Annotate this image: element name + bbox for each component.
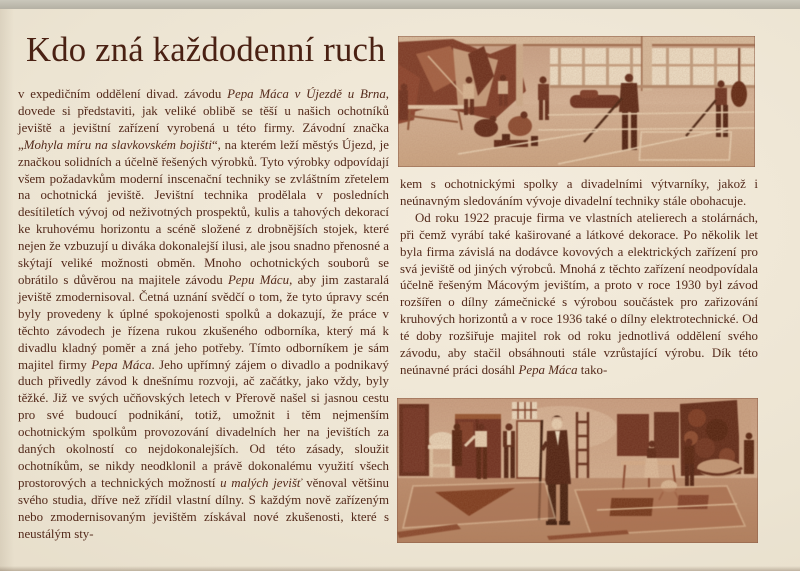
page-title: Kdo zná každodenní ruch bbox=[26, 30, 386, 69]
photo-workshop-hall bbox=[398, 36, 755, 167]
left-text-column bbox=[18, 86, 389, 542]
right-column-paragraph-2: Od roku 1922 pracuje firma ve vlastních atelierech a stolárnách, při čemž vyrábí také kaširované a látkové dekorace. Po několik let byla firma závislá na dodávce kovových a elektrických zařízení pro svá jeviště od jiných výrobců. Mnohá z těchto zařízení neodpovídala účelně řešeným Mácovým jevištím, a proto v roce 1930 byl závod rozšířen o dílny zámečnické s výrobou součástek pro zařizování kruhových horizontů a v roce 1936 také o dílny elektrotechnické. Od té doby rozšiřuje majitel rok od roku jednotlivá oddělení svého závodu, aby stačil obsáhnouti stále vzrůstající výrobu. Dík této neúnavné práci dosáhl Pepa Máca tako- bbox=[400, 210, 758, 377]
photo-painting-studio-illustration bbox=[397, 398, 758, 543]
right-text-column bbox=[400, 176, 758, 379]
photo-workshop-hall-illustration bbox=[398, 36, 755, 167]
left-column-paragraph: v expedičním oddělení divad. závodu Pepa Máca v Újezdě u Brna, dovede si představiti, jak veliké oblibě se těší u našich ochotníků jeviště a jevištní zařízení vyrobená u této firmy. Závodní značka „Mohyla míru na slavkovském bojišti“, na kterém leží městýs Újezd, je značkou solidních a účelně řešených výrobků. Tyto výrobky odpovídají všem požadavkům moderní inscenační techniky se zvláštním zřetelem na ochotnická jeviště. Jevištní technika prodělala v posledních desítiletích vývoj od neživotných prospektů, kulis a tahových dekorací ke kruhovému horizontu a scéně složené z drobnějších stojek, které nejen že vzbuzují u diváka dokonalejší ilusi, ale jsou snadno přenosné a skýtají veliké možnosti obměn. Mnoho ochotnických souborů se obrátilo s důvěrou na majitele závodu Pepu Mácu, aby jim zastaralá jeviště zmodernisoval. Četná uznání svědčí o tom, že tyto úpravy scén byly provedeny k úplné spokojenosti spolků a dokazují, že práce v těchto závodech je řízena rukou zkušeného odborníka, který má k divadlu kladný poměr a zná jeho potřeby. Tímto odborníkem je sám majitel firmy Pepa Máca. Jeho upřímný zájem o divadlo a podnikavý duch přivedly závod k dnešnímu rozvoji, ač začátky, jako vždy, byly těžké. Již ve svých učňovských letech v Přerově našel si jasnou cestu pro své budoucí podnikání, totiž, umožnit i těm nejmenším ochotnickým spolkům provozování divadelních her na jevištích za daných okolností co nejdokonalejších. Od této zásady, sloužit ochotníkům, se nikdy neodklonil a právě dokonalému využití všech prostorových a technických možností u malých jevišť věnoval většinu svého studia, dříve než zřídil vlastní dílny. S každým nově zařízeným nebo zmodernisovaným jevištěm získával nové zkušenosti, které s neustálým sty- bbox=[18, 87, 389, 541]
right-column-paragraph-1: kem s ochotnickými spolky a divadelními výtvarníky, jakož i neúnavným sledováním vývoje divadelní techniky stále obohacuje. bbox=[400, 177, 758, 208]
photo-painting-studio bbox=[397, 398, 758, 543]
